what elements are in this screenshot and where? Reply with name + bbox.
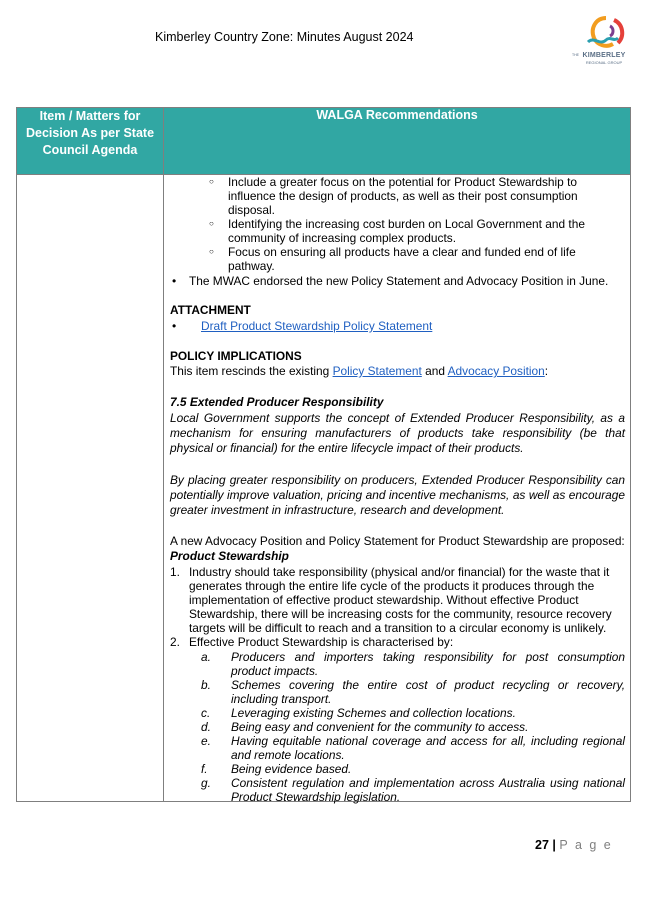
sub-bullet-line: Identifying the increasing cost burden on Local Government and the [228,217,585,231]
letter-line: Consistent regulation and implementation across Australia using national [231,776,625,790]
attachment-heading: ATTACHMENT [170,303,251,317]
advocacy-position-link[interactable]: Advocacy Position [447,364,545,378]
epr-paragraph-line: greater investment in infrastructure, research and development. [170,503,505,517]
circle-bullet-icon: ○ [209,177,214,186]
col2-header: WALGA Recommendations [164,108,631,175]
epr-paragraph-line: By placing greater responsibility on producers, Extended Producer Responsibility can [170,473,625,487]
logo-subtitle-text: REGIONAL GROUP [585,60,623,65]
letter-key: b. [201,678,211,692]
policy-statement-link[interactable]: Policy Statement [332,364,422,378]
attachment-link[interactable]: Draft Product Stewardship Policy Statement [201,319,433,333]
list-number: 1. [170,565,180,579]
recommendations-content [164,175,631,804]
letter-line: and remote locations. [231,748,345,762]
numbered-line: Stewardship, there will be increasing costs for the community, resource recovery [189,607,612,621]
letter-line: Schemes covering the entire cost of product recycling or recovery, [231,678,625,692]
logo-name-text: KIMBERLEY [582,52,626,59]
letter-line: product impacts. [231,664,319,678]
list-number: 2. [170,635,180,649]
letter-line: including transport. [231,692,332,706]
page-footer [535,838,613,852]
col1-header [17,108,164,175]
minutes-table [16,107,631,802]
policy-text-pre: This item rescinds the existing [170,364,333,378]
page-label: P a g e [559,838,613,852]
letter-key: g. [201,776,211,790]
policy-text [170,364,548,378]
col1-header-line: Council Agenda [42,143,138,157]
sub-bullet-line: influence the design of products, as well as their post consumption [228,189,578,203]
sub-bullet-line: disposal. [228,203,275,217]
sub-bullet-line: community of increasing complex products. [228,231,457,245]
epr-paragraph-line: Local Government supports the concept of Extended Producer Responsibility, as a [170,411,625,425]
letter-line: Being evidence based. [231,762,352,776]
letter-key: d. [201,720,211,734]
letter-line: Having equitable national coverage and access for all, including regional [231,734,625,748]
epr-paragraph-line: mechanism for ensuring manufacturers of products take responsibility (be that [170,426,625,440]
policy-text-colon: : [544,364,549,378]
bullet-dot-icon: • [172,274,177,288]
recommendations-cell [164,175,631,802]
bullet-dot-icon: • [172,319,177,333]
letter-line: Leveraging existing Schemes and collection locations. [231,706,516,720]
letter-key: f. [201,762,208,776]
numbered-line: Industry should take responsibility (physical and/or financial) for the waste that it [189,565,610,579]
proposal-text: A new Advocacy Position and Policy Statement for Product Stewardship are proposed: [170,534,625,548]
numbered-line: Effective Product Stewardship is characterised by: [189,635,454,649]
item-cell [17,175,164,802]
document-header-title: Kimberley Country Zone: Minutes August 2024 [155,30,414,44]
letter-line: Product Stewardship legislation. [231,790,401,804]
letter-line: Being easy and convenient for the community to access. [231,720,529,734]
letter-key: e. [201,734,211,748]
logo-the-text: THE [572,53,579,57]
table-body-row [17,175,631,802]
policy-text-and: and [421,364,448,378]
circle-bullet-icon: ○ [209,247,214,256]
page-number: 27 [535,838,549,852]
circle-bullet-icon: ○ [209,219,214,228]
col1-header-line: Item / Matters for [39,109,141,123]
sub-bullet-line: Focus on ensuring all products have a clear and funded end of life [228,245,576,259]
epr-paragraph-line: potentially improve valuation, pricing and incentive mechanisms, as well as encourage [170,488,625,502]
sub-bullet-line: pathway. [228,259,275,273]
bullet-line: The MWAC endorsed the new Policy Statement and Advocacy Position in June. [189,274,609,288]
sub-bullet-line: Include a greater focus on the potential for Product Stewardship to [228,175,578,189]
numbered-line: generates through the entire life cycle of the products it produces through the [189,579,595,593]
table-header-row [17,108,631,175]
numbered-line: targets will be difficult to reach and a transition to a circular economy is unlikely. [189,621,607,635]
letter-line: Producers and importers taking responsibility for post consumption [231,650,625,664]
product-stewardship-heading: Product Stewardship [170,549,289,563]
letter-key: c. [201,706,211,720]
letter-key: a. [201,650,211,664]
epr-heading: 7.5 Extended Producer Responsibility [170,395,384,409]
epr-paragraph-line: physical or financial) for the entire lifecycle impact of their products. [170,441,524,455]
col1-header-line: Decision As per State [25,126,155,140]
numbered-line: implementation of effective product stewardship. Without effective Product [189,593,579,607]
page-separator: | [552,838,556,852]
policy-heading: POLICY IMPLICATIONS [170,349,302,363]
